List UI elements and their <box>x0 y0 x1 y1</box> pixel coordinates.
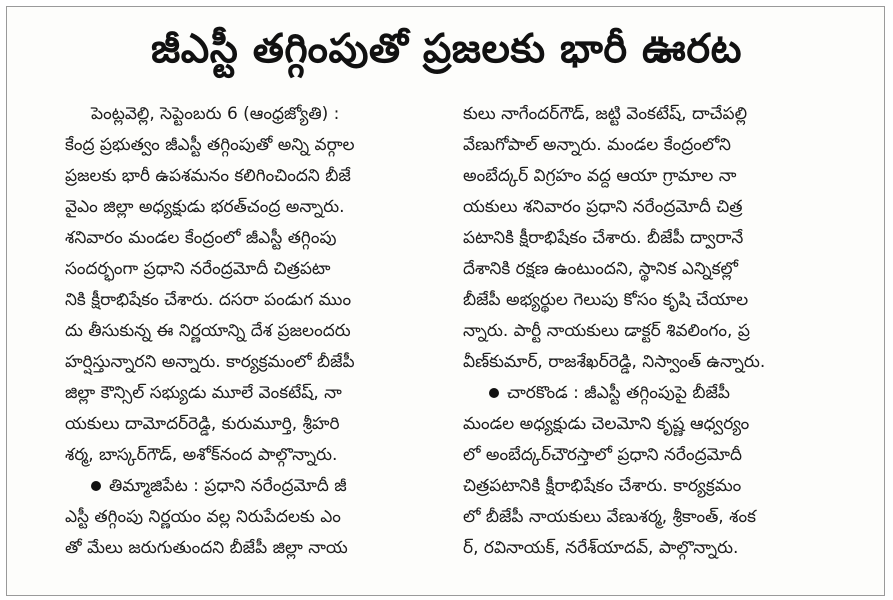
article-line <box>463 378 873 409</box>
article-line: పటానికి క్షీరాభిషేకం చేశారు. బీజేపీ ద్వారానే <box>463 228 744 248</box>
article-line: న్నారు. పార్టీ నాయకులు డాక్టర్ శివలింగం, ప్ర <box>463 321 750 341</box>
headline: జీఎస్టీ తగ్గింపుతో ప్రజలకు భారీ ఊరట <box>151 26 742 72</box>
article-line: వేణుగోపాల్ అన్నారు. మండల కేంద్రంలోని <box>463 135 731 155</box>
article-line-text: తిమ్మాజిపేట : ప్రధాని నరేంద్రమోదీ జీ <box>109 476 347 496</box>
article-line: శనివారం మండల కేంద్రంలో జీఎస్టీ తగ్గింపు <box>65 228 337 248</box>
article-line: యకులు దామోదర్‌రెడ్డి, కురుమూర్తి, శ్రీహరి <box>65 414 340 434</box>
newspaper-clipping <box>6 6 885 596</box>
article-line: జిల్లా కౌన్సిల్ సభ్యుడు మూలే వెంకటేష్, నా <box>65 383 342 403</box>
article-line: ప్రజలకు భారీ ఉపశమనం కలిగించిందని బీజే <box>65 166 351 186</box>
bullet-icon <box>489 388 499 398</box>
article-line: వీణ్‌కుమార్, రాజశేఖర్‌రెడ్డి, నిస్వాంత్ ఉన్నారు. <box>463 352 766 372</box>
article-line <box>65 471 435 502</box>
article-line: లో బీజేపీ నాయకులు వేణుశర్మ, శ్రీకాంత్, శంక <box>463 507 756 527</box>
article-line: కేంద్ర ప్రభుత్వం జీఎస్టీ తగ్గింపుతో అన్ని వర్గాల <box>65 135 355 155</box>
article-line: దు తీసుకున్న ఈ నిర్ణయాన్ని దేశ ప్రజలందరు <box>65 321 351 341</box>
article-line: మండల అధ్యక్షుడు చెలమోని కృష్ణ ఆధ్వర్యం <box>463 414 750 434</box>
article-line: నికి క్షీరాభిషేకం చేశారు. దసరా పండుగ ముం <box>65 290 352 310</box>
article-line: బీజేపీ అభ్యర్థుల గెలుపు కోసం కృషి చేయాల <box>463 290 749 310</box>
article-line: హర్షిస్తున్నారని అన్నారు. కార్యక్రమంలో బీజేపీ <box>65 352 355 372</box>
article-line: యకులు శనివారం ప్రధాని నరేంద్రమోదీ చిత్ర <box>463 197 743 217</box>
article-line: వైఎం జిల్లా అధ్యక్షుడు భరత్‌చంద్ర అన్నారు. <box>65 197 345 217</box>
article-line: దేశానికి రక్షణ ఉంటుందని, స్థానిక ఎన్నికల్లో <box>463 259 739 279</box>
article-line: అంబేద్కర్ విగ్రహం వద్ద ఆయా గ్రామాల నా <box>463 166 737 186</box>
right-column <box>463 99 873 564</box>
article-line: కులు నాగేందర్‌గౌడ్, జట్టి వెంకటేష్, దాచేపల్లి <box>463 104 748 124</box>
article-line: శర్మ, బాస్కర్‌గౌడ్, అశోక్‌నంద పాల్గొన్నారు. <box>65 445 338 465</box>
bullet-icon <box>91 481 101 491</box>
article-line: చిత్రపటానికి క్షీరాభిషేకం చేశారు. కార్యక్రమం <box>463 476 742 496</box>
article-line: పెంట్లవెల్లి, సెప్టెంబరు 6 (ఆంధ్రజ్యోతి) : <box>91 104 340 124</box>
article-line: లో అంబేద్కర్‌చౌరస్తాలో ప్రధాని నరేంద్రమోదీ <box>463 445 743 465</box>
article-line-text: చారకొండ : జీఎస్టీ తగ్గింపుపై బీజేపీ <box>507 383 730 403</box>
article-line: సందర్భంగా ప్రధాని నరేంద్రమోదీ చిత్రపటా <box>65 259 331 279</box>
article-line: తో మేలు జరుగుతుందని బీజేపీ జిల్లా నాయ <box>65 538 348 558</box>
article-line: ర్, రవినాయక్, నరేశ్‌యాదవ్, పాల్గొన్నారు. <box>463 538 739 558</box>
left-column <box>65 99 435 564</box>
article-line: ఎస్టీ తగ్గింపు నిర్ణయం వల్ల నిరుపేదలకు ఎం <box>65 507 341 527</box>
